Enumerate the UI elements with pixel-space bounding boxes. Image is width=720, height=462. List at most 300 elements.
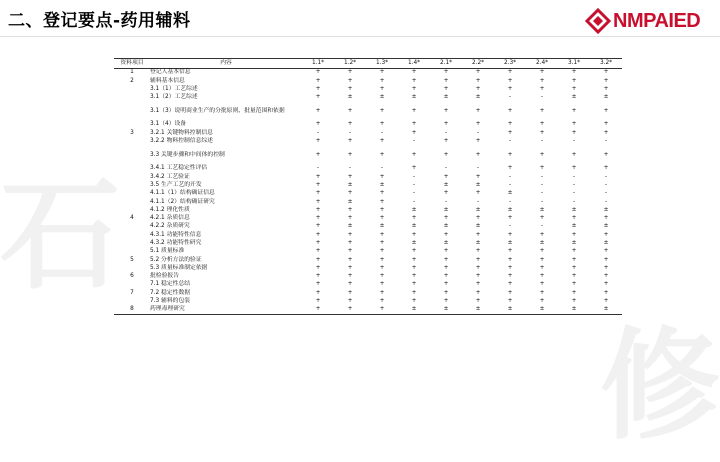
- requirement-mark: +: [603, 151, 609, 158]
- requirement-mark: +: [443, 85, 449, 92]
- requirement-mark: +: [411, 231, 417, 238]
- requirement-mark: +: [539, 281, 545, 288]
- requirement-mark: -: [540, 198, 544, 205]
- requirement-mark: +: [443, 138, 449, 145]
- row-item-number: 4: [130, 215, 134, 222]
- requirement-mark: +: [379, 248, 385, 255]
- row-content: 4.3.2 功能特性研究: [150, 240, 202, 246]
- column-header: 内容: [150, 59, 302, 69]
- requirement-mark: +: [315, 107, 321, 114]
- requirement-mark: +: [379, 206, 385, 213]
- table-row: [114, 146, 622, 165]
- row-item-number: 8: [114, 306, 150, 315]
- registration-table: [114, 58, 622, 315]
- requirement-mark: ±: [603, 206, 609, 213]
- table-row: [114, 190, 622, 198]
- requirement-mark: +: [539, 298, 545, 305]
- requirement-mark: +: [443, 298, 449, 305]
- column-header: 2.4*: [526, 59, 558, 69]
- table-row: [114, 94, 622, 102]
- requirement-mark: +: [411, 256, 417, 263]
- requirement-mark: +: [539, 129, 545, 136]
- row-content: 3.1（2）工艺综述: [150, 94, 198, 101]
- row-content: 4.2.2 杂质研究: [150, 223, 190, 230]
- nmpa-diamond-icon: [585, 8, 611, 34]
- requirement-mark: +: [571, 165, 577, 172]
- requirement-mark: ±: [462, 306, 494, 315]
- requirement-mark: ±: [603, 94, 609, 101]
- requirement-mark: +: [443, 107, 449, 114]
- requirement-mark: +: [379, 151, 385, 158]
- requirement-mark: +: [475, 107, 481, 114]
- requirement-mark: ±: [347, 223, 353, 230]
- requirement-mark: +: [347, 69, 353, 76]
- requirement-mark: +: [475, 69, 481, 76]
- requirement-mark: +: [315, 273, 321, 280]
- header-divider: [0, 36, 720, 37]
- column-header: 1.2*: [334, 59, 366, 69]
- row-content: 5.2 分析方法的验证: [150, 256, 202, 263]
- requirement-mark: -: [540, 181, 544, 188]
- row-item-number: [114, 102, 150, 121]
- requirement-mark: ±: [398, 306, 430, 315]
- requirement-mark: +: [411, 151, 417, 158]
- row-item-number: [114, 265, 150, 273]
- requirement-mark: +: [475, 298, 481, 305]
- requirement-mark: -: [412, 138, 416, 145]
- requirement-mark: -: [604, 173, 608, 180]
- row-content: 药理毒理研究: [150, 306, 302, 315]
- requirement-mark: +: [507, 289, 513, 296]
- requirement-mark: +: [475, 231, 481, 238]
- requirement-mark: -: [412, 198, 416, 205]
- row-content: 辅料基本信息: [150, 77, 185, 84]
- requirement-mark: +: [603, 85, 609, 92]
- requirement-mark: +: [379, 215, 385, 222]
- requirement-mark: +: [539, 289, 545, 296]
- requirement-mark: +: [315, 289, 321, 296]
- requirement-mark: +: [347, 298, 353, 305]
- row-item-number: 7: [130, 289, 134, 296]
- table-row: [114, 173, 622, 181]
- table-row: [114, 165, 622, 173]
- requirement-mark: +: [315, 215, 321, 222]
- requirement-mark: +: [571, 273, 577, 280]
- requirement-mark: -: [604, 138, 608, 145]
- requirement-mark: +: [475, 256, 481, 263]
- requirement-mark: +: [475, 281, 481, 288]
- row-content: 7.1 稳定性总结: [150, 281, 191, 288]
- requirement-mark: +: [539, 248, 545, 255]
- column-header: 3.1*: [558, 59, 590, 69]
- requirement-mark: +: [411, 165, 417, 172]
- requirement-mark: +: [571, 151, 577, 158]
- requirement-mark: +: [411, 77, 417, 84]
- requirement-mark: -: [380, 129, 384, 136]
- requirement-mark: +: [507, 69, 513, 76]
- requirement-mark: -: [540, 223, 544, 230]
- requirement-mark: +: [571, 77, 577, 84]
- requirement-mark: +: [603, 264, 609, 271]
- requirement-mark: -: [444, 198, 448, 205]
- table-row: [114, 86, 622, 94]
- requirement-mark: +: [315, 77, 321, 84]
- requirement-mark: +: [507, 85, 513, 92]
- row-content: 3.5 生产工艺的开发: [150, 181, 202, 188]
- requirement-mark: +: [507, 281, 513, 288]
- requirement-mark: +: [347, 190, 353, 197]
- table-row: [114, 240, 622, 248]
- requirement-mark: +: [539, 121, 545, 128]
- requirement-mark: +: [443, 151, 449, 158]
- requirement-mark: -: [540, 173, 544, 180]
- row-content: 4.1.2 理化性质: [150, 206, 190, 213]
- requirement-mark: +: [347, 138, 353, 145]
- requirement-mark: ±: [494, 306, 526, 315]
- row-content: 3.4.1 工艺稳定性评估: [150, 165, 208, 172]
- requirement-mark: +: [315, 248, 321, 255]
- table-row: [114, 129, 622, 137]
- row-content: 3.1（3）说明商业生产的分批原则、批量范围和依据: [150, 107, 285, 114]
- requirement-mark: +: [379, 121, 385, 128]
- row-item-number: [114, 165, 150, 173]
- requirement-mark: +: [315, 298, 321, 305]
- requirement-mark: ±: [443, 206, 449, 213]
- requirement-mark: +: [347, 264, 353, 271]
- requirement-mark: +: [315, 198, 321, 205]
- requirement-mark: -: [572, 173, 576, 180]
- row-item-number: 3: [130, 129, 134, 136]
- requirement-mark: -: [316, 129, 320, 136]
- requirement-mark: +: [379, 173, 385, 180]
- requirement-mark: +: [379, 190, 385, 197]
- requirement-mark: -: [508, 223, 512, 230]
- requirement-mark: -: [572, 198, 576, 205]
- row-content: 3.1（4）设备: [150, 121, 187, 128]
- requirement-mark: +: [347, 151, 353, 158]
- requirement-mark: +: [347, 273, 353, 280]
- requirement-mark: ±: [603, 223, 609, 230]
- requirement-mark: ±: [539, 240, 545, 246]
- requirement-mark: -: [412, 173, 416, 180]
- requirement-mark: +: [379, 231, 385, 238]
- requirement-mark: +: [315, 190, 321, 197]
- requirement-mark: +: [347, 206, 353, 213]
- requirement-mark: +: [379, 77, 385, 84]
- requirement-mark: +: [379, 256, 385, 263]
- row-content: 3.2.1 关键物料控制信息: [150, 129, 213, 136]
- requirement-mark: +: [347, 107, 353, 114]
- requirement-mark: +: [571, 85, 577, 92]
- requirement-mark: +: [507, 248, 513, 255]
- requirement-mark: +: [411, 264, 417, 271]
- table-row: [114, 306, 622, 315]
- row-content: 7.3 辅料的包装: [150, 298, 191, 305]
- requirement-mark: +: [379, 240, 385, 246]
- requirement-mark: -: [316, 165, 320, 172]
- table-row: [114, 121, 622, 129]
- requirement-mark: +: [571, 256, 577, 263]
- requirement-mark: +: [507, 121, 513, 128]
- requirement-mark: +: [443, 281, 449, 288]
- requirement-mark: +: [539, 77, 545, 84]
- requirement-mark: +: [411, 273, 417, 280]
- logo: [585, 8, 715, 34]
- requirement-mark: +: [315, 151, 321, 158]
- requirement-mark: +: [475, 121, 481, 128]
- row-content: 3.2.2 物料控制信息综述: [150, 138, 213, 145]
- requirement-mark: +: [475, 190, 481, 197]
- logo-text: NMPAIED: [613, 9, 701, 32]
- requirement-mark: ±: [475, 206, 481, 213]
- requirement-mark: ±: [475, 240, 481, 246]
- requirement-mark: ±: [443, 240, 449, 246]
- requirement-mark: +: [315, 231, 321, 238]
- requirement-mark: -: [572, 181, 576, 188]
- requirement-mark: -: [508, 181, 512, 188]
- requirement-mark: +: [603, 69, 609, 76]
- requirement-mark: +: [411, 298, 417, 305]
- requirement-mark: +: [302, 306, 334, 315]
- watermark-right: 修: [600, 315, 720, 456]
- requirement-mark: +: [475, 215, 481, 222]
- requirement-mark: +: [603, 121, 609, 128]
- requirement-mark: +: [571, 129, 577, 136]
- requirement-mark: +: [539, 151, 545, 158]
- requirement-mark: +: [347, 281, 353, 288]
- table-row: [114, 69, 622, 78]
- watermark-left: 石: [0, 165, 120, 306]
- row-item-number: [114, 138, 150, 146]
- requirement-mark: +: [507, 107, 513, 114]
- row-content: 4.1.1（2）结构确证研究: [150, 198, 215, 205]
- requirement-mark: +: [347, 85, 353, 92]
- requirement-mark: +: [507, 165, 513, 172]
- requirement-mark: +: [603, 107, 609, 114]
- requirement-mark: +: [347, 256, 353, 263]
- requirement-mark: +: [315, 94, 321, 101]
- requirement-mark: +: [571, 121, 577, 128]
- requirement-mark: ±: [571, 240, 577, 246]
- requirement-mark: +: [315, 264, 321, 271]
- requirement-mark: ±: [347, 94, 353, 101]
- requirement-mark: +: [379, 289, 385, 296]
- requirement-mark: +: [411, 69, 417, 76]
- requirement-mark: +: [379, 298, 385, 305]
- table-row: [114, 207, 622, 215]
- requirement-mark: +: [603, 215, 609, 222]
- requirement-mark: +: [539, 107, 545, 114]
- column-header: 资料项目: [114, 59, 150, 69]
- requirement-mark: +: [315, 181, 321, 188]
- column-header: 2.1*: [430, 59, 462, 69]
- requirement-mark: ±: [507, 240, 513, 246]
- table-row: [114, 77, 622, 85]
- requirement-mark: +: [379, 198, 385, 205]
- row-content: 3.3 关键步骤和中间体的控制: [150, 151, 225, 158]
- requirement-mark: +: [411, 281, 417, 288]
- requirement-mark: ±: [558, 306, 590, 315]
- requirement-mark: -: [348, 129, 352, 136]
- requirement-mark: ±: [411, 94, 417, 101]
- requirement-mark: +: [366, 306, 398, 315]
- requirement-mark: -: [444, 129, 448, 136]
- requirement-mark: +: [443, 173, 449, 180]
- requirement-mark: +: [507, 77, 513, 84]
- table-row: [114, 281, 622, 289]
- requirement-mark: +: [411, 289, 417, 296]
- row-item-number: [114, 207, 150, 215]
- row-item-number: [114, 281, 150, 289]
- requirement-mark: +: [315, 173, 321, 180]
- row-content: 3.4.2 工艺验证: [150, 173, 190, 180]
- requirement-mark: +: [603, 273, 609, 280]
- requirement-mark: -: [412, 181, 416, 188]
- requirement-mark: +: [507, 273, 513, 280]
- requirement-mark: ±: [603, 240, 609, 246]
- requirement-mark: ±: [411, 240, 417, 246]
- requirement-mark: +: [539, 69, 545, 76]
- requirement-mark: +: [347, 248, 353, 255]
- requirement-mark: +: [379, 273, 385, 280]
- requirement-mark: +: [603, 231, 609, 238]
- row-item-number: 6: [130, 273, 134, 280]
- row-content: 4.1.1（1）结构确证信息: [150, 190, 215, 197]
- requirement-mark: +: [347, 215, 353, 222]
- requirement-mark: +: [411, 85, 417, 92]
- column-header: 1.3*: [366, 59, 398, 69]
- page-title: 二、登记要点-药用辅料: [8, 11, 191, 31]
- requirement-mark: +: [507, 256, 513, 263]
- requirement-mark: -: [540, 94, 544, 101]
- requirement-mark: +: [603, 298, 609, 305]
- requirement-mark: -: [604, 181, 608, 188]
- column-header: 1.4*: [398, 59, 430, 69]
- row-item-number: 5: [130, 256, 134, 263]
- requirement-mark: +: [443, 256, 449, 263]
- requirement-mark: +: [347, 240, 353, 246]
- requirement-mark: -: [508, 94, 512, 101]
- requirement-mark: ±: [526, 306, 558, 315]
- requirement-mark: +: [539, 256, 545, 263]
- requirement-mark: ±: [539, 206, 545, 213]
- row-item-number: [114, 198, 150, 206]
- requirement-mark: +: [411, 248, 417, 255]
- row-item-number: [114, 190, 150, 198]
- table-row: [114, 182, 622, 190]
- requirement-mark: +: [475, 85, 481, 92]
- row-content: 5.3 质量标准制定依据: [150, 264, 208, 271]
- requirement-mark: +: [539, 264, 545, 271]
- requirement-mark: +: [475, 289, 481, 296]
- requirement-mark: +: [315, 206, 321, 213]
- requirement-mark: ±: [571, 206, 577, 213]
- requirement-mark: -: [604, 190, 608, 197]
- row-item-number: [114, 223, 150, 231]
- requirement-mark: ±: [379, 181, 385, 188]
- requirement-mark: +: [475, 248, 481, 255]
- requirement-mark: +: [571, 231, 577, 238]
- requirement-mark: -: [476, 165, 480, 172]
- requirement-mark: +: [315, 85, 321, 92]
- requirement-mark: -: [572, 190, 576, 197]
- requirement-mark: ±: [379, 94, 385, 101]
- requirement-mark: +: [475, 151, 481, 158]
- requirement-mark: +: [603, 281, 609, 288]
- column-header: 2.3*: [494, 59, 526, 69]
- requirement-mark: ±: [443, 223, 449, 230]
- table-row: [114, 298, 622, 306]
- requirement-mark: +: [571, 69, 577, 76]
- requirement-mark: +: [379, 264, 385, 271]
- requirement-mark: +: [411, 129, 417, 136]
- requirement-mark: +: [571, 107, 577, 114]
- row-item-number: [114, 182, 150, 190]
- requirement-mark: -: [508, 173, 512, 180]
- requirement-mark: +: [379, 138, 385, 145]
- column-header: 2.2*: [462, 59, 494, 69]
- table-row: [114, 273, 622, 281]
- table-row: [114, 256, 622, 264]
- requirement-mark: ±: [571, 223, 577, 230]
- requirement-mark: +: [315, 121, 321, 128]
- row-content: 7.2 稳定性数据: [150, 289, 191, 296]
- table-row: [114, 198, 622, 206]
- requirement-mark: -: [604, 198, 608, 205]
- requirement-mark: +: [475, 264, 481, 271]
- requirement-mark: +: [507, 231, 513, 238]
- requirement-mark: +: [379, 107, 385, 114]
- row-item-number: [114, 231, 150, 239]
- row-item-number: 2: [130, 77, 134, 84]
- requirement-mark: ±: [347, 181, 353, 188]
- row-content: 4.2.1 杂质信息: [150, 215, 190, 222]
- requirement-mark: -: [476, 129, 480, 136]
- requirement-mark: +: [603, 165, 609, 172]
- requirement-mark: +: [443, 69, 449, 76]
- requirement-mark: -: [508, 138, 512, 145]
- requirement-mark: +: [475, 173, 481, 180]
- requirement-mark: +: [347, 289, 353, 296]
- requirement-mark: +: [571, 264, 577, 271]
- requirement-mark: +: [507, 151, 513, 158]
- requirement-mark: ±: [347, 198, 353, 205]
- requirement-mark: ±: [590, 306, 622, 315]
- requirement-mark: +: [379, 69, 385, 76]
- requirement-mark: +: [603, 256, 609, 263]
- requirement-mark: ±: [475, 94, 481, 101]
- row-content: 批检验报告: [150, 273, 179, 280]
- requirement-mark: +: [443, 190, 449, 197]
- column-header: 1.1*: [302, 59, 334, 69]
- requirement-mark: +: [347, 173, 353, 180]
- row-item-number: [114, 94, 150, 102]
- requirement-mark: -: [572, 138, 576, 145]
- requirement-mark: +: [507, 129, 513, 136]
- requirement-mark: +: [443, 289, 449, 296]
- requirement-mark: +: [443, 273, 449, 280]
- table-row: [114, 265, 622, 273]
- requirement-mark: ±: [571, 94, 577, 101]
- table-row: [114, 102, 622, 121]
- row-item-number: [114, 146, 150, 165]
- table-row: [114, 138, 622, 146]
- requirement-mark: +: [443, 77, 449, 84]
- requirement-mark: +: [475, 273, 481, 280]
- row-item-number: [114, 173, 150, 181]
- row-item-number: [114, 248, 150, 256]
- requirement-mark: ±: [475, 181, 481, 188]
